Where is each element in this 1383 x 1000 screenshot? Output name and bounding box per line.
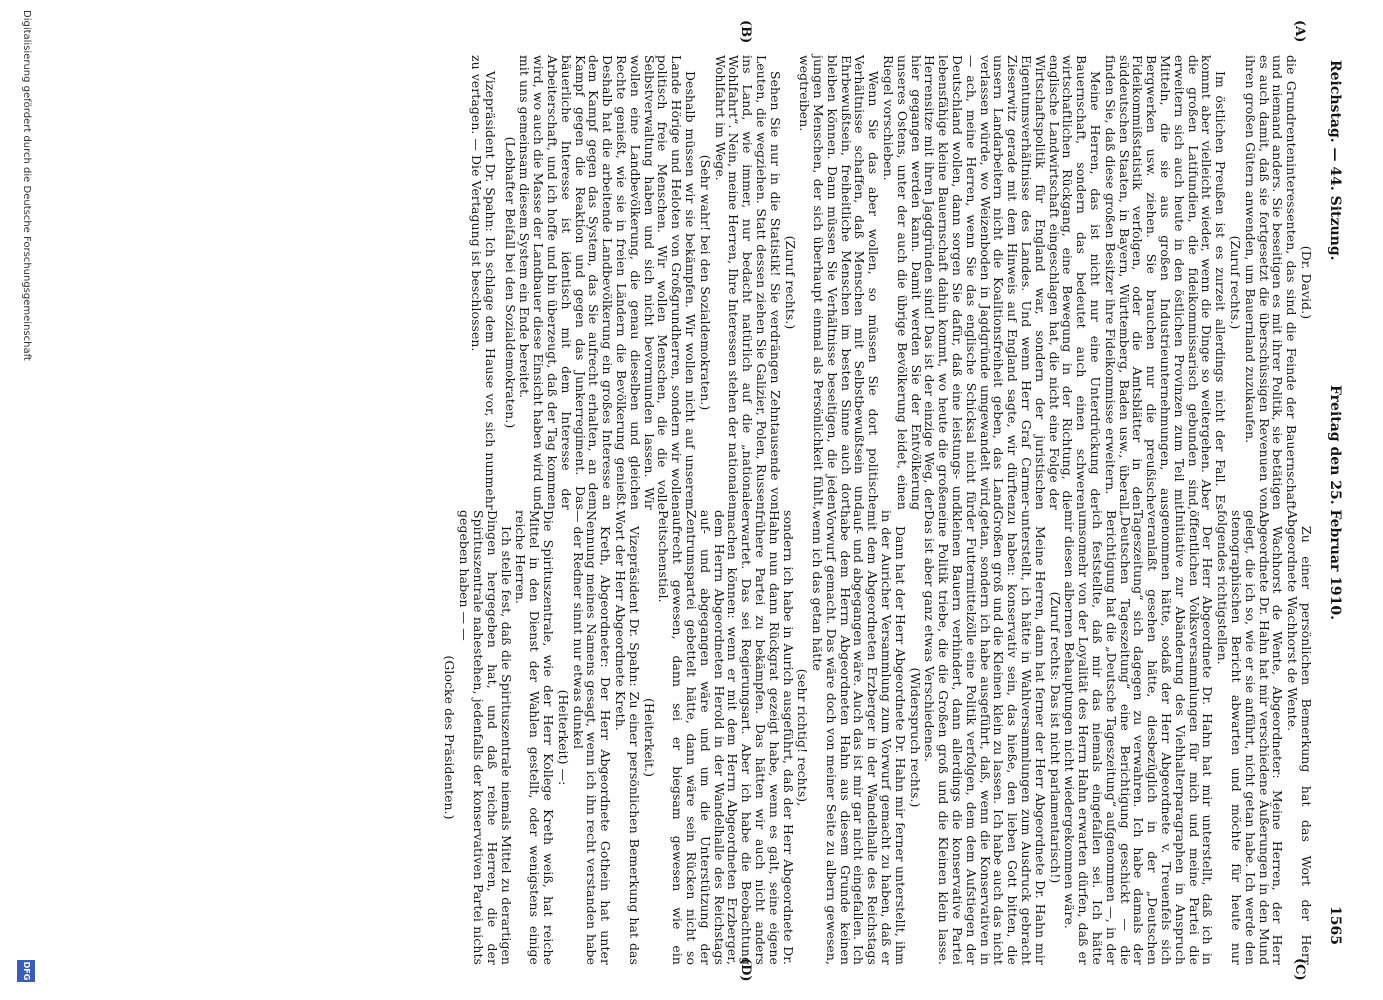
interjection: (Heiterkeit.)	[641, 697, 657, 778]
paragraph: Meine Herren, das ist nicht nur eine Unterdrückung der Bauernschaft, sondern das bedeutet auch einen schweren wirtschaftlichen Rückgang, eine Bewegung in der Richtung, die englische Landwirtschaft eingeschlagen hat, die nicht eine Folge der Wirtschaftspolitik für England war, sondern der juristischen Eigentumsverhältnisse des Landes. Und wenn Herr Graf Carmer-Zieserwitz gerade mit dem Hinweis auf England sagte, wir dürften unsern Landarbeitern nicht die Koalitionsfreiheit geben, das Land verlassen würde, wo Weizenboden in Jagdgründe umgewandelt wird, — ach, meine Herren, wenn Sie das englische Schicksal nicht für Deutschland wollen, dann sorgen Sie dafür, daß eine leistungs- und lebensfähige kleine Bauernschaft dahin kommt, wo heute die großen Herrensitze mit ihren Jagdgründen sind! Das ist der einzige Weg, der hier gegangen werden kann. Damit werden Sie der Entvölkerung unseres Ostens, unter der auch die übrige Bevölkerung leidet, einen Riegel vorschieben.	[881, 55, 1104, 510]
interjection: (Dr. David.)	[1299, 245, 1314, 320]
left-column	[468, 55, 1313, 510]
paragraph: Dann hat der Herr Abgeordnete Dr. Hahn mir ferner unterstellt, ihm in der Auricher Versammlung zum Vorwurf gemacht zu haben, daß er mit dem Abgeordneten Erzberger in der Wandelhalle des Reichstags auf- und abgegangen wäre. Auch das ist mir gar nicht eingefallen. Ich habe dem Herrn Abgeordneten Hahn aus diesem Grunde keinen Vorwurf gemacht. Das wäre doch von meiner Seite zu albern gewesen, wenn ich das getan hätte	[810, 510, 908, 965]
paragraph: Vizepräsident Dr. Spahn: Zu einer persönlichen Bemerkung hat das Wort der Herr Abgeordnete Kreth.	[612, 510, 642, 965]
interjection: (Widerspruch rechts.)	[907, 667, 923, 808]
margin-marker-b: (B)	[738, 20, 753, 44]
right-column	[442, 510, 1313, 965]
interjection: (Zuruf rechts.)	[1228, 235, 1244, 330]
interjection: (Glocke des Präsidenten.)	[442, 655, 458, 820]
margin-marker-d: (D)	[738, 958, 753, 982]
interjection: (Sehr wahr! bei den Sozialdemokraten.)	[697, 154, 713, 411]
interjection: (sehr richtig! rechts),	[795, 668, 811, 807]
paragraph: Meine Herren, dann hat ferner der Herr Abgeordnete Dr. Hahn mir unterstellt, ich hätte in Wahlversammlungen zum Ausdruck gebracht zu haben: konservativ sein, das hieße, den lieben Gott bitten, die Großen groß und die Kleinen klein zu lassen. Ich habe auch das nicht getan, sondern ich habe ausgeführt, daß, wenn die Konservativen in der Futtermittelzölle eine Politik verfolgen, dem dem Aufstiegen der kleinen Bauern verhindert, dann allerdings die konservative Partei eine Politik triebe, die die Großen groß und die Kleinen klein lasse. Das ist aber ganz etwas Verschiedenes.	[922, 510, 1048, 965]
header-title: Reichstag. — 44. Sitzung.	[1327, 60, 1343, 261]
interjection: (Zuruf rechts.)	[782, 235, 798, 330]
margin-marker-a: (A)	[1292, 20, 1307, 43]
interjection: (Heiterkeit) —:	[555, 689, 571, 786]
header-date: Freitag den 25. Februar 1910.	[1327, 384, 1343, 621]
paragraph: Sehen Sie nur in die Statistik! Sie verdrängen Zehntausende von Leuten, die wegziehen. Statt dessen ziehen Sie Galizier, Polen, Russen ins Land, wie immer, nur bedacht natürlich auf die „nationale Wohlfahrt“. Nein, meine Herren, Ihre Interessen stehen der nationalen Wohlfahrt im Wege.	[712, 55, 783, 510]
paragraph: Zu einer persönlichen Bemerkung hat das Wort der Herr Abgeordnete Wachhorst de Wente.	[1285, 510, 1314, 965]
paragraph: Ich stelle fest, daß die Spirituszentrale niemals Mittel zu derartigen Dingen hergegeben hat, und daß reiche Herren, die der Spirituszentrale nahestehen, jedenfalls der konservativen Partei nichts gegeben haben — —	[457, 510, 514, 965]
page-number: 1565	[1327, 906, 1343, 945]
interjection: (Lebhafter Beifall bei den Sozialdemokraten.)	[502, 136, 518, 429]
paragraph: Deshalb müssen wir sie bekämpfen. Wir wollen nicht auf unserem Lande Hörige und Heloten von Großgrundherren, sondern wir wollen politisch freie Menschen. Wir wollen Menschen, die die volle Selbstverwaltung haben und sich nicht bevormunden lassen. Wir wollen eine Landbevölkerung, die genau dieselben und gleichen Rechte genießt, wie sie in freien Ländern die Bevölkerung genießt. Deshalb hat die arbeitende Landbevölkerung ein großes Interesse an dem Kampf gegen das System, das Sie aufrecht erhalten, an dem Kampf gegen die Reaktion und gegen das Junkerregiment. Das bäuerliche Interesse ist identisch mit dem Interesse der Arbeiterschaft, und ich hoffe und bin überzeugt, daß der Tag kommen wird, wo auch die Masse der Landbauer diese Einsicht haben wird und mit uns gemeinsam diesem System ein Ende bereitet.	[517, 55, 698, 510]
dfg-logo: DFG	[17, 960, 35, 982]
paragraph: Die Spirituszentrale, wie der Herr Kollege Kreth weiß, hat reiche Mittel in den Dienst der Wahlen gestellt, oder wenigstens einige reiche Herren.	[513, 510, 556, 965]
paragraph: Wachhorst de Wente, Abgeordneter: Meine Herren, der Herr Abgeordnete Dr. Hahn hat mir verschiedene Äußerungen in den Mund gelegt, die ich so, wie er sie anführt, nicht getan habe. Ich werde den stenographischen Bericht abwarten und möchte für heute nur folgendes richtigstellen.	[1215, 510, 1286, 965]
margin-marker-c: (C)	[1292, 958, 1307, 981]
paragraph: Kreth, Abgeordneter: Der Herr Abgeordnete Gothein hat unter Nennung meines Namens gesagt, wenn ich ihn recht verstanden habe — der Redner sinnt nur etwas dunkel	[570, 510, 614, 965]
dfg-credit: Digitalisierung gefördert durch die Deutsche Forschungsgemeinschaft	[21, 10, 32, 361]
paragraph: Der Herr Abgeordnete Dr. Hahn hat mir unterstellt, daß ich in öffentlichen Volksversammlungen für mich und meine Partei die Initiative zur Abänderung des Viehhalterparagraphen in Anspruch genommen hätte, sodaß der Herr Abgeordnete v. Treuenfels sich veranlaßt gesehen hätte, diesbezüglich in der „Deutschen Tageszeitung“ sich dagegen zu verwahren. Ich habe damals der „Deutschen Tageszeitung“ eine Berichtigung geschickt — die Berichtigung hat die „Deutsche Tageszeitung“ aufgenommen —, in der ich feststellte, daß mir das niemals eingefallen sei. Ich hätte umsomehr von der Loyalität des Herrn Hahn erwarten dürfen, daß er mir diesen albernen Behauptungen nicht wiedergekommen wäre.	[1062, 510, 1216, 965]
page-header	[1317, 60, 1353, 945]
paragraph: Im östlichen Preußen ist es zurzeit allerdings nicht der Fall. Es kommt aber vielleicht wieder, wenn die Dinge so weitergehen. Aber die großen Latifundien, die fideikommissarisch gebunden sind, erweitern sich auch heute in den östlichen Provinzen zum Teil mit Mitteln, die sie aus großen Industrieunternehmungen, aus Bergwerken usw. ziehen. Sie brauchen nur die preußische Fideikommißstatistik verfolgen, oder die Amtsblätter in den süddeutschen Staaten, in Bayern, Württemberg, Baden usw., überall finden Sie, daß diese großen Besitzer ihre Fideikommisse erweitern.	[1102, 55, 1229, 510]
paragraph: sondern ich habe in Aurich ausgeführt, daß der Herr Abgeordnete Dr. Hahn nun dann Rückgrat gezeigt habe, wenn es galt, seine eigene frühere Partei zu bekämpfen. Das hätten wir auch nicht anders erwartet. Das sei Regierungsart. Aber ich habe die Beobachtung machen können: wenn er mit dem Herrn Abgeordneten Erzberger, dem Herrn Abgeordneten Herold in der Wandelhalle des Reichstags auf- und abgegangen wäre und um die Unterstützung der Zentrumspartei gebettelt hätte, dann wäre sein Rücken nicht so aufrecht gewesen, dann sei er biegsam gewesen wie ein Peitschenstiel.	[656, 510, 796, 965]
paragraph: Wenn Sie das aber wollen, so müssen Sie dort politische Verhältnisse schaffen, daß Menschen mit Selbstbewußtsein und Ehrbewußtsein, freiheitliche Menschen im besten Sinne auch dort bleiben können. Dann müssen Sie Verhältnisse beseitigen, die jeden jungen Menschen, der sich überhaupt einmal als Persönlichkeit fühlt, wegtreiben.	[797, 55, 882, 510]
paragraph: Vizepräsident Dr. Spahn: Ich schlage dem Hause vor, sich nunmehr zu vertagen. — Die Vertagung ist beschlossen.	[468, 55, 498, 510]
interjection: (Zuruf rechts: Das ist nicht parlamentarisch!)	[1047, 591, 1063, 884]
paragraph: die Grundrenteninteressenten, das sind die Feinde der Bauernschaft und niemand anders. Sie beseitigen es mit ihrer Politik, sie betätigen es auch damit, daß sie fortgesetzt die überschüssigen Revenuen von ihren großen Gütern anwenden, um Bauernland zuzukaufen.	[1242, 55, 1300, 510]
page-footer	[8, 0, 38, 1000]
